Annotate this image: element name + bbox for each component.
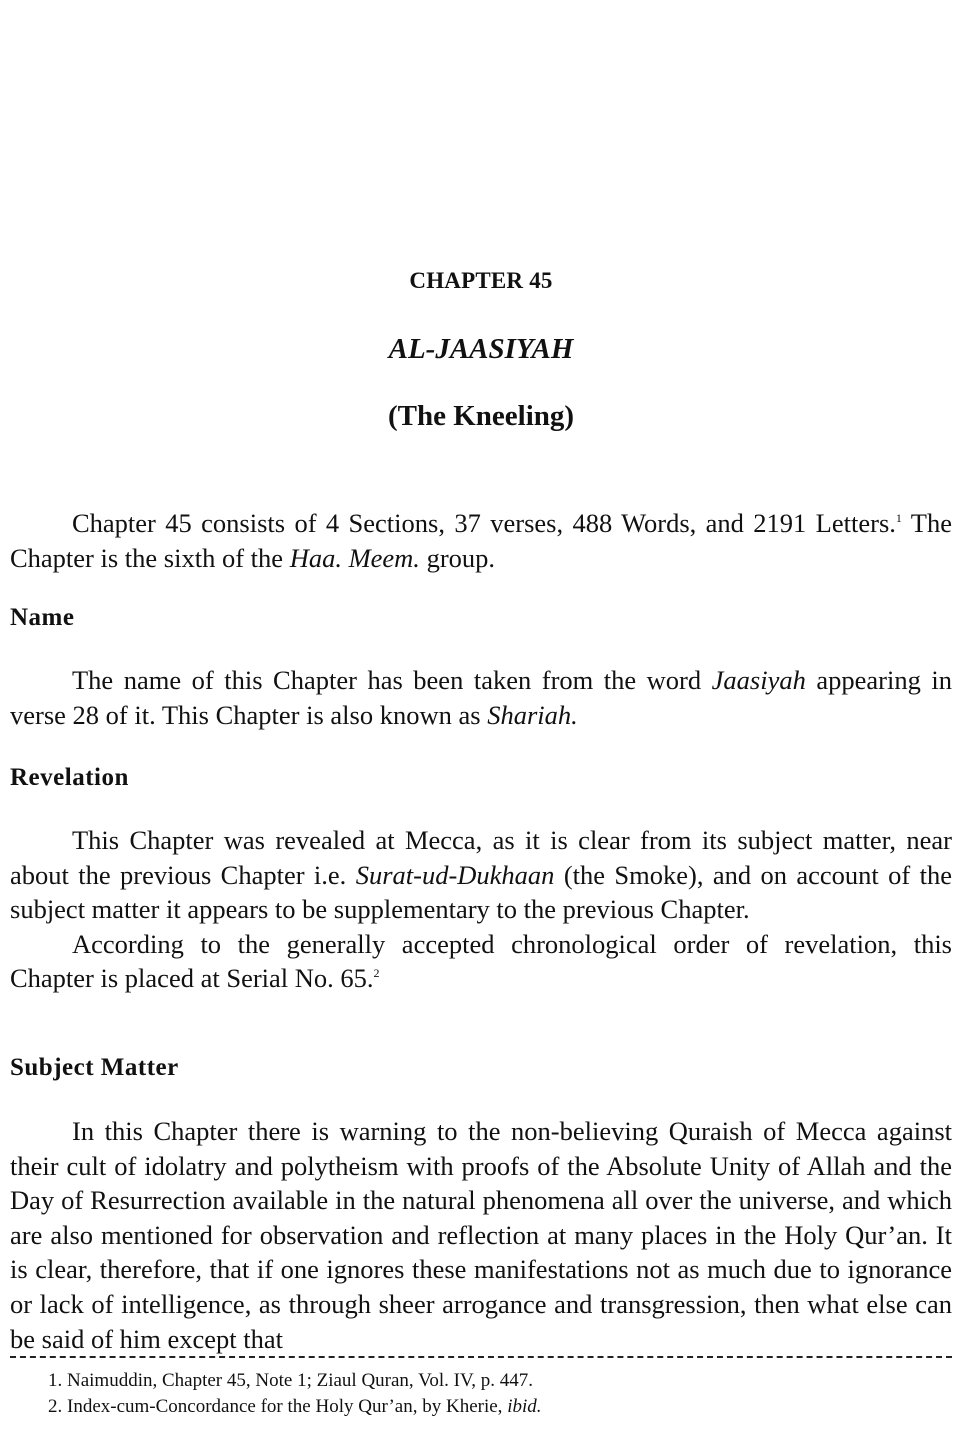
revelation-text: According to the generally accepted chronological order of revelation, this Chapter is placed at Serial No. 65.: [10, 928, 952, 994]
chapter-subtitle: (The Kneeling): [387, 400, 575, 432]
footnote-2-text: 2. Index-cum-Concordance for the Holy Qur’an, by Kherie,: [48, 1396, 508, 1417]
revelation-italic: Surat-ud-Dukhaan: [355, 859, 555, 890]
chapter-title: AL-JAASIYAH: [388, 333, 574, 365]
section-heading-name: Name: [10, 604, 75, 631]
footnote-2: [48, 1394, 542, 1420]
footnotes: [48, 1368, 542, 1420]
revelation-text: This Chapter was revealed at Mecca, as it is clear from its subject matter, near about the previous Chapter i.e.: [10, 825, 952, 890]
section-heading-revelation: Revelation: [10, 764, 129, 791]
revelation-paragraph-2: [10, 927, 952, 996]
subject-text: In this Chapter there is warning to the non-believing Quraish of Mecca against their cult of idolatry and polytheism with proofs of the Absolute Unity of Allah and the Day of Resurrection available in the natural phenomena all over the universe, and which are also mentioned for observation and reflection at many places in the Holy Qur’an. It is clear, therefore, that if one ignores these manifestations not as much due to ignorance or lack of intelligence, as through sheer arrogance and transgression, then what else can be said of him except that: [10, 1116, 952, 1354]
footnote-2-italic: ibid.: [507, 1396, 542, 1417]
intro-italic: Haa. Meem.: [289, 542, 420, 573]
revelation-paragraphs: [10, 823, 952, 996]
footnote-1: 1. Naimuddin, Chapter 45, Note 1; Ziaul Quran, Vol. IV, p. 447.: [48, 1370, 533, 1391]
intro-text: Chapter 45 consists of 4 Sections, 37 verses, 488 Words, and 2191 Letters.: [72, 508, 896, 538]
name-text: The name of this Chapter has been taken from the word: [72, 665, 712, 695]
intro-paragraph: [10, 506, 952, 575]
chapter-number: CHAPTER 45: [409, 268, 553, 293]
revelation-paragraph-1: [10, 823, 952, 927]
name-text: appearing in verse 28 of it. This Chapter is also known as: [10, 665, 953, 730]
footnote-ref-2: 2: [373, 966, 380, 981]
section-heading-subject-matter: Subject Matter: [10, 1054, 179, 1081]
name-italic: Shariah.: [487, 699, 578, 730]
subject-paragraph: [10, 1114, 952, 1356]
footnote-ref-1: 1: [895, 511, 902, 526]
footnote-divider: [10, 1356, 952, 1358]
name-paragraph: [10, 663, 952, 732]
revelation-text: (the Smoke), and on account of the subject matter it appears to be supplementary to the previous Chapter.: [10, 859, 952, 925]
intro-text: The Chapter is the sixth of the: [10, 508, 952, 573]
intro-text: group.: [419, 542, 496, 573]
name-italic: Jaasiyah: [711, 665, 806, 695]
